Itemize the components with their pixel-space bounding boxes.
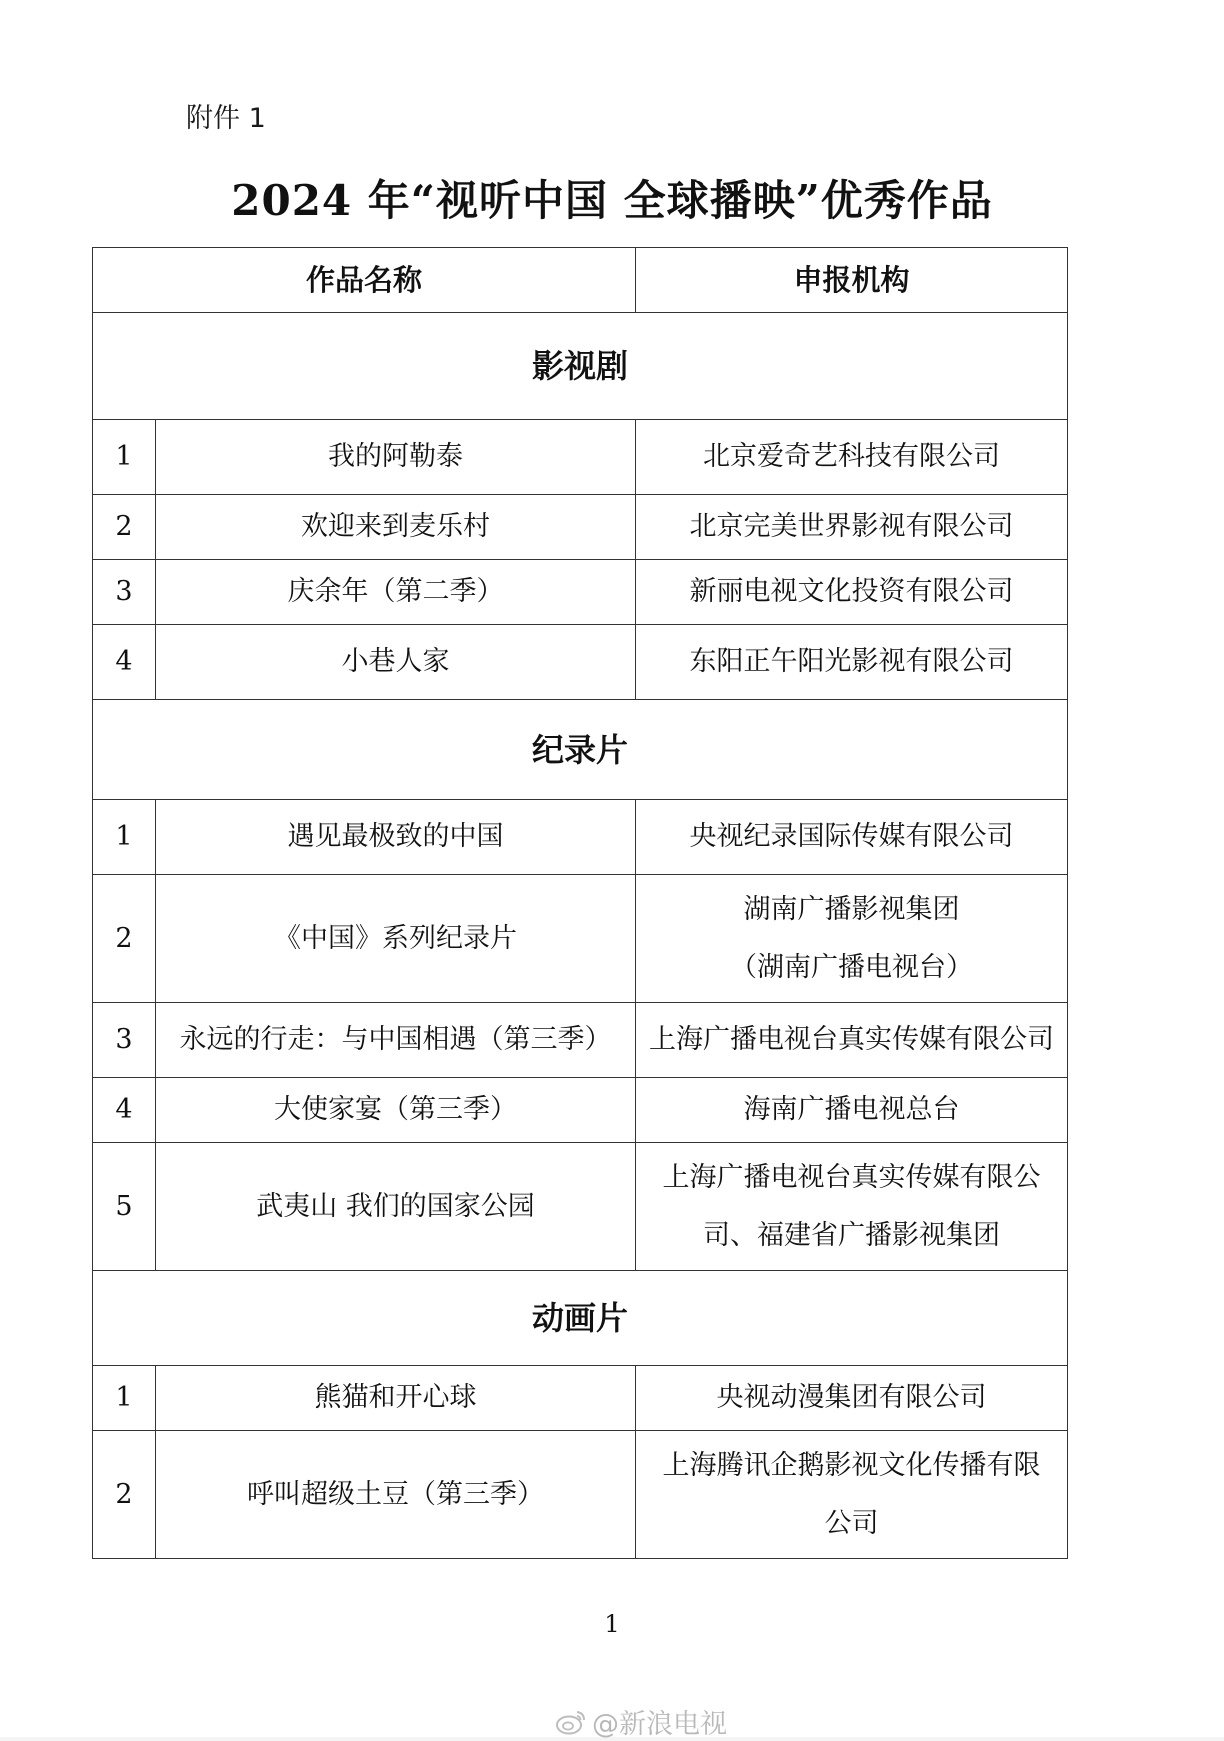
section-heading: 纪录片 xyxy=(93,700,1068,800)
table-row xyxy=(93,875,1068,1003)
applicant-org: 东阳正午阳光影视有限公司 xyxy=(636,625,1068,700)
applicant-org: 央视动漫集团有限公司 xyxy=(636,1366,1068,1431)
table-row xyxy=(93,1078,1068,1143)
attachment-label: 附件 1 xyxy=(186,103,266,134)
applicant-org-line: 上海腾讯企鹅影视文化传播有限 xyxy=(662,1449,1041,1481)
work-title: 庆余年（第二季） xyxy=(156,560,636,625)
table-row xyxy=(93,495,1068,560)
row-number: 2 xyxy=(93,875,156,1003)
section-row xyxy=(93,700,1068,800)
applicant-org: 上海广播电视台真实传媒有限公司 xyxy=(636,1003,1068,1078)
table-body xyxy=(93,313,1068,1559)
watermark xyxy=(556,1702,727,1741)
work-title: 遇见最极致的中国 xyxy=(156,800,636,875)
section-row xyxy=(93,313,1068,420)
document-title: 2024 年“视听中国 全球播映”优秀作品 xyxy=(231,176,993,225)
applicant-org-line: （湖南广播电视台） xyxy=(730,951,974,983)
row-number: 3 xyxy=(93,1003,156,1078)
header-org: 申报机构 xyxy=(636,248,1068,313)
table-row xyxy=(93,1003,1068,1078)
applicant-org: 海南广播电视总台 xyxy=(636,1078,1068,1143)
applicant-org xyxy=(636,1431,1068,1559)
row-number: 2 xyxy=(93,495,156,560)
row-number: 4 xyxy=(93,1078,156,1143)
table-row xyxy=(93,1143,1068,1271)
applicant-org: 北京爱奇艺科技有限公司 xyxy=(636,420,1068,495)
page-number: 1 xyxy=(604,1610,620,1638)
work-title: 武夷山 我们的国家公园 xyxy=(156,1143,636,1271)
watermark-text: @新浪电视 xyxy=(592,1709,727,1740)
table-row xyxy=(93,800,1068,875)
table-row xyxy=(93,420,1068,495)
work-title: 熊猫和开心球 xyxy=(156,1366,636,1431)
section-heading: 影视剧 xyxy=(93,313,1068,420)
applicant-org: 北京完美世界影视有限公司 xyxy=(636,495,1068,560)
weibo-icon xyxy=(556,1709,586,1735)
work-title: 欢迎来到麦乐村 xyxy=(156,495,636,560)
work-title: 永远的行走：与中国相遇（第三季） xyxy=(156,1003,636,1078)
row-number: 2 xyxy=(93,1431,156,1559)
works-table xyxy=(92,247,1068,1559)
section-heading: 动画片 xyxy=(93,1271,1068,1366)
applicant-org-line: 公司 xyxy=(824,1507,879,1539)
table-header-row xyxy=(93,248,1068,313)
work-title: 呼叫超级土豆（第三季） xyxy=(156,1431,636,1559)
row-number: 3 xyxy=(93,560,156,625)
applicant-org xyxy=(636,1143,1068,1271)
work-title: 《中国》系列纪录片 xyxy=(156,875,636,1003)
work-title: 大使家宴（第三季） xyxy=(156,1078,636,1143)
row-number: 1 xyxy=(93,1366,156,1431)
row-number: 1 xyxy=(93,420,156,495)
applicant-org: 新丽电视文化投资有限公司 xyxy=(636,560,1068,625)
row-number: 5 xyxy=(93,1143,156,1271)
work-title: 我的阿勒泰 xyxy=(156,420,636,495)
applicant-org-line: 司、福建省广播影视集团 xyxy=(703,1219,1001,1251)
table-row xyxy=(93,1431,1068,1559)
row-number: 4 xyxy=(93,625,156,700)
table-row xyxy=(93,625,1068,700)
row-number: 1 xyxy=(93,800,156,875)
section-row xyxy=(93,1271,1068,1366)
applicant-org-line: 湖南广播影视集团 xyxy=(743,893,960,925)
table-row xyxy=(93,1366,1068,1431)
header-title: 作品名称 xyxy=(93,248,636,313)
table-row xyxy=(93,560,1068,625)
applicant-org: 央视纪录国际传媒有限公司 xyxy=(636,800,1068,875)
applicant-org-line: 上海广播电视台真实传媒有限公 xyxy=(662,1161,1041,1193)
applicant-org xyxy=(636,875,1068,1003)
work-title: 小巷人家 xyxy=(156,625,636,700)
